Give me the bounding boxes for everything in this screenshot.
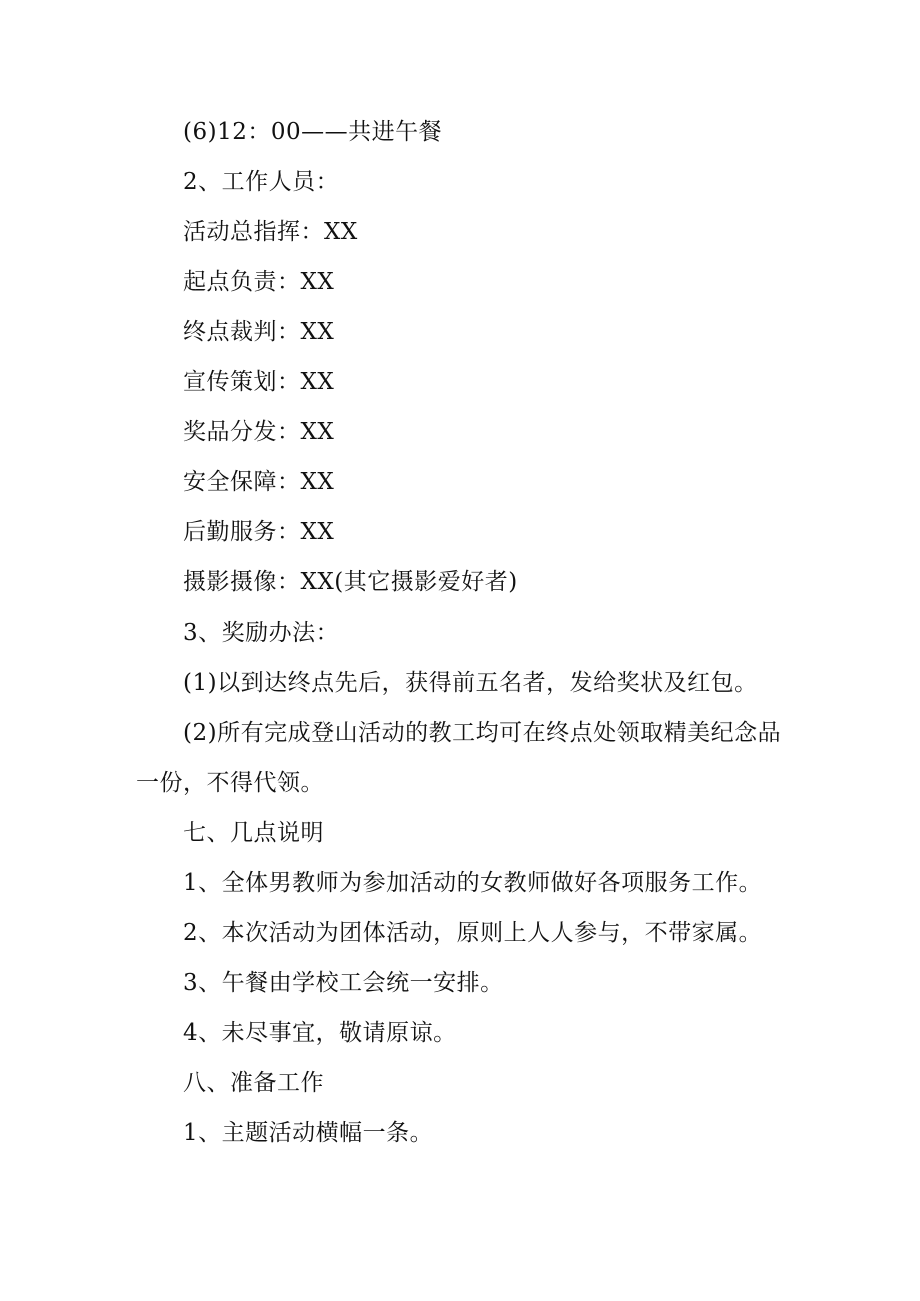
staff-prizes: 奖品分发：XX [183,419,335,445]
staff-logistics: 后勤服务：XX [183,519,335,545]
staff-safety: 安全保障：XX [183,469,335,495]
note-item-1: 1、全体男教师为参加活动的女教师做好各项服务工作。 [183,870,763,896]
staff-finish-judge: 终点裁判：XX [183,319,335,345]
reward-rule-2-continued: 一份，不得代领。 [136,770,324,796]
staff-start-point: 起点负责：XX [183,269,335,295]
staff-commander: 活动总指挥：XX [183,219,358,245]
schedule-item-lunch: (6)12：00——共进午餐 [183,119,443,145]
staff-photography: 摄影摄像：XX(其它摄影爱好者) [183,569,518,595]
note-item-3: 3、午餐由学校工会统一安排。 [183,970,504,996]
note-item-2: 2、本次活动为团体活动，原则上人人参与，不带家属。 [183,920,763,946]
section-notes-heading: 七、几点说明 [183,820,324,846]
reward-rule-1: (1)以到达终点先后，获得前五名者，发给奖状及红包。 [183,670,758,696]
reward-rule-2: (2)所有完成登山活动的教工均可在终点处领取精美纪念品 [183,720,782,746]
note-item-4: 4、未尽事宜，敬请原谅。 [183,1020,457,1046]
section-staff-heading: 2、工作人员： [183,169,340,195]
section-preparation-heading: 八、准备工作 [183,1070,324,1096]
staff-publicity: 宣传策划：XX [183,369,335,395]
section-rewards-heading: 3、奖励办法： [183,620,340,646]
preparation-item-1: 1、主题活动横幅一条。 [183,1120,434,1146]
